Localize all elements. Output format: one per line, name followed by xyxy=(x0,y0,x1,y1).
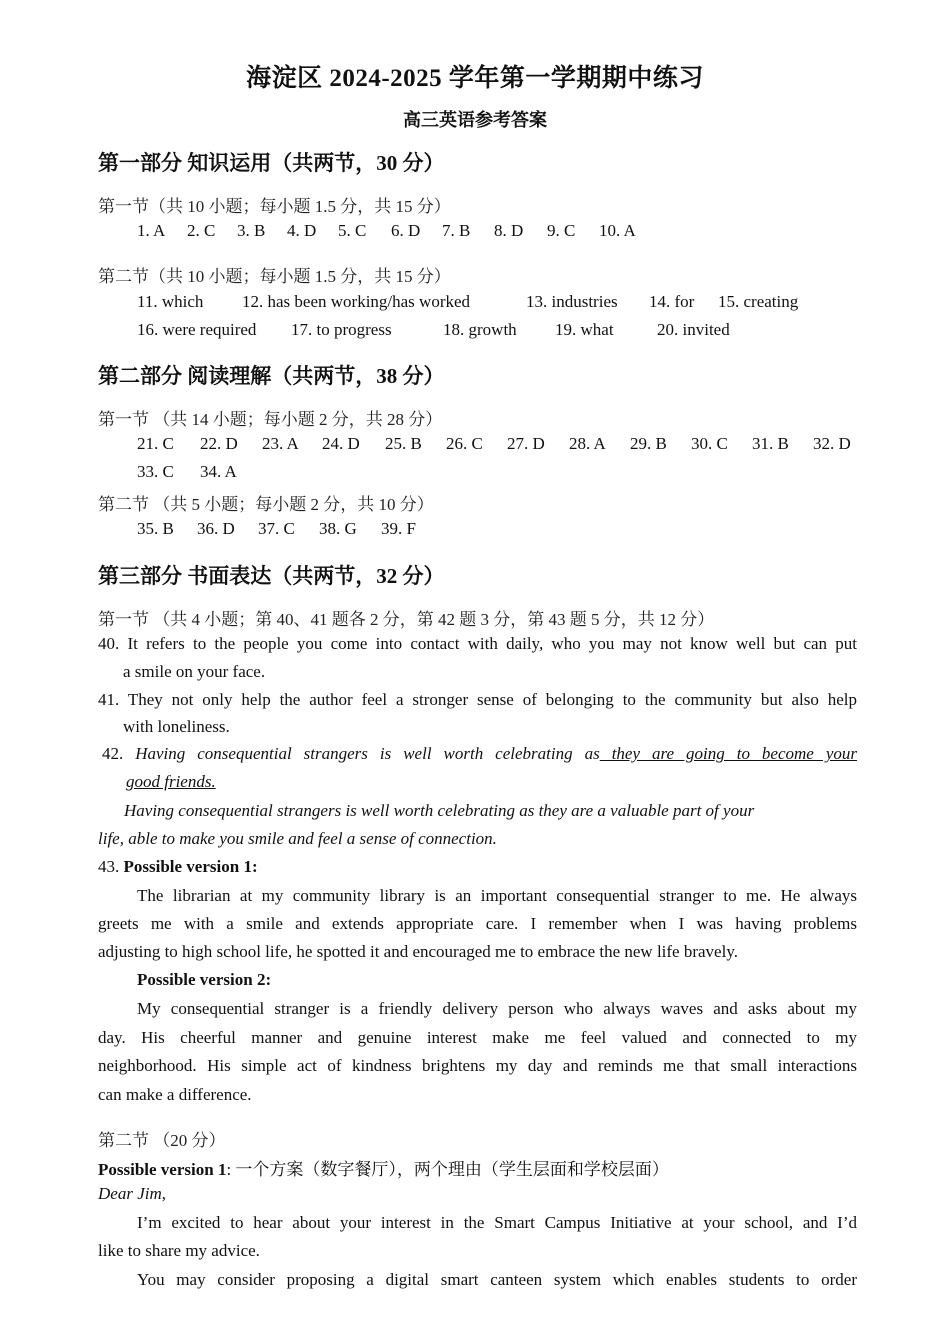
part1-heading: 第一部分 知识运用（共两节，30 分） xyxy=(98,151,445,175)
part1-sec2-row1 xyxy=(137,292,837,314)
q40-line2: a smile on your face. xyxy=(123,662,266,681)
answer-item: 12. has been working/has worked xyxy=(242,292,471,311)
q43-number: 43. xyxy=(98,857,120,876)
letter-line: I’m excited to hear about your interest in the Smart Campus Initiative at your school, and I’d xyxy=(137,1213,857,1232)
letter-line: like to share my advice. xyxy=(98,1241,260,1260)
v2-line: can make a difference. xyxy=(98,1085,252,1104)
answer-item: 3. B xyxy=(237,221,266,240)
q43-header xyxy=(98,857,258,877)
answer-item: 22. D xyxy=(200,434,238,453)
q42-number: 42. xyxy=(102,744,124,763)
answer-item: 4. D xyxy=(287,221,317,240)
letter-line: You may consider proposing a digital smart canteen system which enables students to order xyxy=(137,1270,857,1289)
q41-line1: 41. They not only help the author feel a stronger sense of belonging to the community but also help xyxy=(98,690,857,709)
answer-item: 15. creating xyxy=(718,292,799,311)
part3-heading: 第三部分 书面表达（共两节，32 分） xyxy=(98,564,445,588)
answer-item: 39. F xyxy=(381,519,416,538)
answer-item: 9. C xyxy=(547,221,576,240)
q40-line1: 40. It refers to the people you come into contact with daily, who you may not know well but can put xyxy=(98,634,857,653)
answer-item: 1. A xyxy=(137,221,166,240)
answer-item: 36. D xyxy=(197,519,235,538)
q42-underlined-text: they are going to become your xyxy=(599,744,857,763)
version1-label: Possible version 1: xyxy=(123,857,258,876)
q42-line1 xyxy=(102,744,857,764)
v2-line: neighborhood. His simple act of kindness brightens my day and reminds me that small interactions xyxy=(98,1056,857,1075)
q42-alt-line2: life, able to make you smile and feel a sense of connection. xyxy=(98,829,497,848)
answer-item: 34. A xyxy=(200,462,237,481)
q42-alt-line1: Having consequential strangers is well worth celebrating as they are a valuable part of your xyxy=(124,801,755,820)
part2-sec2-answers xyxy=(137,519,457,541)
answer-item: 32. D xyxy=(813,434,851,453)
answer-item: 18. growth xyxy=(443,320,517,339)
q41-line2: with loneliness. xyxy=(123,717,230,736)
part2-heading: 第二部分 阅读理解（共两节，38 分） xyxy=(98,364,445,388)
answer-item: 14. for xyxy=(649,292,695,311)
answer-item: 25. B xyxy=(385,434,422,453)
v1-line: greets me with a smile and extends appropriate care. I remember when I was having problems xyxy=(98,914,857,933)
answer-item: 24. D xyxy=(322,434,360,453)
version2-label: Possible version 2: xyxy=(137,970,272,989)
answer-item: 17. to progress xyxy=(291,320,392,339)
v2-line: My consequential stranger is a friendly delivery person who always waves and asks about my xyxy=(137,999,857,1018)
answer-item: 38. G xyxy=(319,519,357,538)
answer-item: 19. what xyxy=(555,320,614,339)
letter-greeting: Dear Jim, xyxy=(98,1184,166,1203)
answer-item: 37. C xyxy=(258,519,295,538)
answer-item: 5. C xyxy=(338,221,367,240)
answer-item: 11. which xyxy=(137,292,204,311)
q42-answer-text: Having consequential strangers is well worth celebrating as xyxy=(135,744,600,763)
answer-item: 33. C xyxy=(137,462,174,481)
answer-item: 6. D xyxy=(391,221,421,240)
answer-item: 30. C xyxy=(691,434,728,453)
part1-sec1-label: 第一节（共 10 小题；每小题 1.5 分，共 15 分） xyxy=(98,197,451,216)
answer-item: 7. B xyxy=(442,221,471,240)
answer-item: 10. A xyxy=(599,221,636,240)
part3-sec1-label: 第一节 （共 4 小题；第 40、41 题各 2 分，第 42 题 3 分，第 43 题 5 分，共 12 分） xyxy=(98,610,715,629)
answer-item: 13. industries xyxy=(526,292,618,311)
part1-sec2-label: 第二节（共 10 小题；每小题 1.5 分，共 15 分） xyxy=(98,267,451,286)
v1-line: The librarian at my community library is an important consequential stranger to me. He always xyxy=(137,886,857,905)
answer-item: 23. A xyxy=(262,434,299,453)
sec2-version-note: : 一个方案（数字餐厅），两个理由（学生层面和学校层面） xyxy=(226,1160,669,1179)
answer-item: 35. B xyxy=(137,519,174,538)
part2-sec2-label: 第二节 （共 5 小题；每小题 2 分，共 10 分） xyxy=(98,495,434,514)
part2-sec1-label: 第一节 （共 14 小题；每小题 2 分，共 28 分） xyxy=(98,410,443,429)
v2-line: day. His cheerful manner and genuine interest make me feel valued and connected to my xyxy=(98,1028,857,1047)
q42-line2: good friends. xyxy=(126,772,216,791)
answer-item: 28. A xyxy=(569,434,606,453)
answer-item: 26. C xyxy=(446,434,483,453)
answer-item: 21. C xyxy=(137,434,174,453)
answer-item: 27. D xyxy=(507,434,545,453)
answer-item: 16. were required xyxy=(137,320,257,339)
answer-item: 20. invited xyxy=(657,320,730,339)
sec2-version-label: Possible version 1 xyxy=(98,1160,227,1179)
sec2-version-line xyxy=(98,1155,669,1180)
answer-item: 29. B xyxy=(630,434,667,453)
part1-sec2-row2 xyxy=(137,320,837,342)
part2-sec1-row1 xyxy=(137,434,862,456)
page-subtitle: 高三英语参考答案 xyxy=(403,110,547,130)
v1-line: adjusting to high school life, he spotted it and encouraged me to embrace the new life bravely. xyxy=(98,942,738,961)
part3-sec2-label: 第二节 （20 分） xyxy=(98,1131,226,1150)
part1-sec1-answers xyxy=(137,221,657,243)
part2-sec1-row2 xyxy=(137,462,337,484)
answer-item: 31. B xyxy=(752,434,789,453)
answer-item: 8. D xyxy=(494,221,524,240)
page-title: 海淀区 2024-2025 学年第一学期期中练习 xyxy=(246,65,704,92)
answer-item: 2. C xyxy=(187,221,216,240)
